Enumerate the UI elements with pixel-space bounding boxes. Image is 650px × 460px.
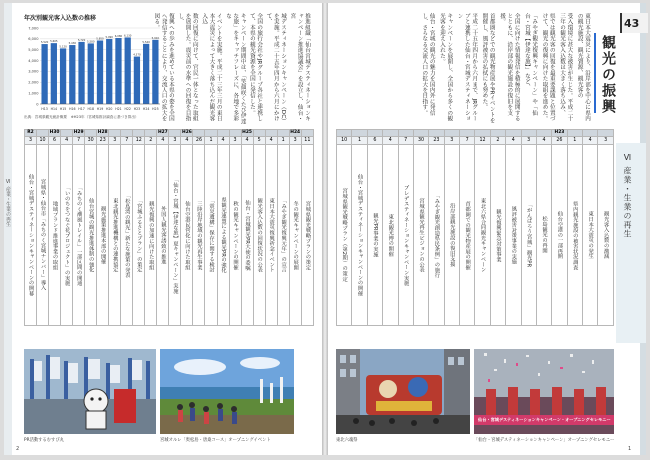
table-year-cell bbox=[205, 130, 217, 137]
table-event-text: 「いのちをつなぐ花プロジェクト」の実施 bbox=[63, 184, 70, 286]
x-tick-label: H24 bbox=[142, 107, 150, 111]
table-event-cell bbox=[169, 145, 181, 326]
table-month-cell: 4 bbox=[61, 137, 73, 145]
x-tick-label: H21 bbox=[115, 107, 122, 111]
bar-H14 bbox=[51, 43, 57, 104]
text-column: イベントを実施。平成二十三年三月の東日本大震災によって大きく落ち込んだ観光客入込 bbox=[201, 13, 222, 122]
table-month-cell: 4 bbox=[241, 137, 253, 145]
table-year-cell: R2 bbox=[25, 130, 37, 137]
table-month-cell: 10 bbox=[337, 137, 352, 145]
y-tick-label: 0 bbox=[36, 102, 39, 107]
table-month-cell: 4 bbox=[217, 137, 229, 145]
table-event-text: 観光復興の加速に向けた取組 bbox=[147, 200, 154, 270]
side-section-label: Ⅵ 産業・生業の再生 bbox=[5, 179, 11, 227]
table-event-cell bbox=[205, 145, 217, 326]
text-column: 平成二十五年四月から六月まで、JRグループと連携した仙台・宮城デスティネーション bbox=[456, 13, 478, 122]
bar-H19 bbox=[97, 40, 103, 104]
table-event-cell bbox=[536, 145, 551, 326]
table-event-text: 東日本大震災復興祈念イベント bbox=[268, 197, 275, 273]
table-event-cell bbox=[253, 145, 265, 326]
table-event-cell bbox=[444, 145, 459, 326]
text-column: 「みやぎ観光復興キャンペーン」や「仙台・宮城【伊達な旅】」など、 bbox=[523, 13, 538, 116]
text-column: 復興への歩みを進めている本県の姿を全国へ発信することにより、交流人口の拡大を図る。 bbox=[153, 13, 174, 122]
table-event-text: 三陸沿岸地域の観光再生事業 bbox=[195, 200, 202, 270]
table-month-cell: 4 bbox=[181, 137, 193, 145]
table-year-cell: H27 bbox=[157, 130, 168, 135]
table-event-text: 観光客入込数の回復状況の公表 bbox=[256, 197, 263, 273]
table-event-cell bbox=[289, 145, 301, 326]
table-year-cell bbox=[583, 130, 598, 137]
bar-value-label: 5,720 bbox=[77, 38, 86, 42]
table-month-cell: 3 bbox=[109, 137, 121, 145]
table-event-text: 仙台宮城の観光推進体制の強化 bbox=[87, 197, 94, 273]
table-event-cell bbox=[598, 145, 614, 326]
table-year-cell: H23 bbox=[552, 130, 567, 137]
x-tick-label: H23 bbox=[133, 107, 141, 111]
table-year-cell bbox=[567, 130, 582, 137]
table-month-cell: 30 bbox=[85, 137, 97, 145]
table-event-cell bbox=[25, 145, 37, 326]
table-event-cell bbox=[265, 145, 277, 326]
table-year-cell bbox=[121, 130, 133, 137]
table-event-cell bbox=[73, 145, 85, 326]
table-event-text: 県観光連盟による観光PRの強化 bbox=[220, 197, 227, 273]
table-event-text: 仙台空港民営化に向けた取組 bbox=[183, 200, 190, 270]
table-event-cell bbox=[145, 145, 157, 326]
table-event-cell bbox=[217, 145, 229, 326]
bar-H15 bbox=[60, 48, 66, 104]
table-event-cell bbox=[229, 145, 241, 326]
table-event-cell bbox=[383, 145, 398, 326]
table-month-cell: 7 bbox=[121, 137, 133, 145]
section-label: Ⅵ 産業・生業の再生 bbox=[623, 153, 632, 239]
table-month-cell: 7 bbox=[73, 137, 85, 145]
table-event-text: 宮城県観光戦略プランの策定 bbox=[304, 200, 311, 270]
table-event-cell bbox=[552, 145, 567, 326]
table-event-cell bbox=[97, 145, 109, 326]
bar-H13 bbox=[41, 44, 47, 104]
table-event-cell bbox=[460, 145, 475, 326]
table-event-text: プレデスティネーションキャンペーン実施 bbox=[402, 184, 409, 286]
left-page bbox=[4, 3, 322, 455]
x-tick-label: H14 bbox=[50, 107, 58, 111]
bar-value-label: 5,990 bbox=[105, 35, 113, 39]
text-column: 首都圏などでの観光物産展やPRイベントを開催し、風評被害の払拭にも努めた。 bbox=[481, 13, 495, 124]
table-year-cell bbox=[506, 130, 521, 137]
bar-value-label: 5,850 bbox=[96, 37, 104, 41]
table-month-cell: 4 bbox=[506, 137, 521, 145]
table-event-cell bbox=[241, 145, 253, 326]
page-number-right: 1 bbox=[628, 446, 632, 452]
table-event-text: 仙台・宮城デスティネーションキャンペーンの開幕 bbox=[27, 174, 34, 296]
table-event-text: 東北観光推進機構との連携協定 bbox=[111, 197, 118, 273]
table-event-cell bbox=[352, 145, 367, 326]
bar-H21 bbox=[115, 38, 121, 104]
chapter-title: 観光の振興 bbox=[600, 35, 616, 115]
table-year-cell bbox=[598, 130, 614, 137]
table-year-cell: H26 bbox=[182, 130, 192, 135]
photo-rokkon-festival bbox=[336, 349, 470, 434]
bar-H17 bbox=[78, 42, 84, 104]
table-month-cell: 3 bbox=[444, 137, 459, 145]
bar-H18 bbox=[88, 43, 94, 104]
table-month-cell: 4 bbox=[583, 137, 598, 145]
table-event-text: 仙台空港の一部再開 bbox=[556, 211, 563, 259]
table-event-text: 冬の観光キャンペーンの展開 bbox=[292, 200, 299, 270]
y-tick-label: 2,000 bbox=[28, 80, 39, 85]
table-month-cell: 4 bbox=[383, 137, 398, 145]
table-event-text: 観光施策推進本部の開催 bbox=[99, 205, 106, 265]
photo-dc-ceremony bbox=[474, 349, 614, 434]
table-month-cell: 23 bbox=[97, 137, 109, 145]
table-event-text: 「仙台・宮城【伊達な旅】夏キャンペーン」実施 bbox=[171, 176, 178, 294]
x-tick-label: H19 bbox=[96, 107, 104, 111]
table-month-cell: 4 bbox=[265, 137, 277, 145]
table-year-cell bbox=[301, 130, 313, 137]
left-chronology-table bbox=[24, 129, 314, 326]
table-event-text: 「宮城ふるさとプラン」の策定 bbox=[135, 197, 142, 273]
right-page bbox=[328, 3, 646, 455]
text-column: 推進組織「仙台宮城デスティネーションキャンペーン推進協議会」を設立し、仙台・宮 bbox=[289, 13, 310, 122]
ceremony-banner-text: 仙台・宮城デスティネーションキャンペーン・オープニングセレモニー bbox=[478, 417, 611, 422]
table-event-cell bbox=[567, 145, 582, 326]
text-column: 受入環境に甚大な被害が生じた。平成二十三年の観光客入込数は大きく落ち込み、 bbox=[559, 13, 573, 122]
table-month-cell: 12 bbox=[475, 137, 490, 145]
table-year-cell bbox=[413, 130, 428, 137]
table-event-cell bbox=[413, 145, 428, 326]
bar-H16 bbox=[69, 45, 75, 104]
left-edge-bar bbox=[4, 3, 12, 455]
table-month-cell: 3 bbox=[289, 137, 301, 145]
bar-value-label: 5,430 bbox=[68, 42, 77, 46]
table-year-cell bbox=[475, 130, 490, 137]
table-month-cell: 11 bbox=[301, 137, 313, 145]
table-year-cell bbox=[444, 130, 459, 137]
y-tick-label: 6,000 bbox=[28, 37, 39, 42]
table-month-cell: 7 bbox=[398, 137, 413, 145]
table-year-cell: H30 bbox=[49, 130, 60, 135]
table-event-text: 観光復興緊急対策事業 bbox=[494, 208, 501, 262]
table-month-cell: 1 bbox=[277, 137, 289, 145]
table-event-text: 東北六県合同観光キャンペーン bbox=[479, 197, 486, 273]
table-month-cell: 6 bbox=[49, 137, 61, 145]
photo2-caption: 宮城オルレ「奥松島・唐桑コース」オープニングイベント bbox=[160, 438, 271, 443]
table-event-text: 観光PR事業の実施 bbox=[371, 213, 378, 257]
table-month-cell: 1 bbox=[567, 137, 582, 145]
text-column: 県では観光客の回復を最重要課題と位置づけて、観光の復興に向けた取組を進めた。 bbox=[541, 13, 555, 122]
table-year-cell bbox=[277, 130, 289, 137]
table-event-cell bbox=[367, 145, 382, 326]
y-tick-label: 7,000 bbox=[28, 26, 39, 31]
table-year-cell: H28 bbox=[97, 130, 108, 135]
table-month-cell: 3 bbox=[598, 137, 614, 145]
text-column: 全国に向けた情報発信を積極的に展開するとともに、沿岸部の観光施設の復旧を支援。 bbox=[499, 13, 520, 122]
table-month-cell: 3 bbox=[229, 137, 241, 145]
bar-value-label: 6,080 bbox=[114, 34, 123, 38]
table-event-cell bbox=[61, 145, 73, 326]
table-event-cell bbox=[475, 145, 490, 326]
y-tick-label: 4,000 bbox=[28, 58, 39, 63]
table-month-cell: 3 bbox=[521, 137, 536, 145]
photo-olle-opening bbox=[160, 349, 294, 434]
table-month-cell: 3 bbox=[25, 137, 37, 145]
table-event-text: 宮城県・仙台市「みちのく宮城ナンバー」導入 bbox=[39, 179, 46, 291]
x-tick-label: H15 bbox=[59, 107, 67, 111]
table-month-cell: 12 bbox=[133, 137, 145, 145]
table-event-text: 東北観光博の開催 bbox=[387, 213, 394, 257]
table-month-cell: 6 bbox=[367, 137, 382, 145]
bar-value-label: 5,120 bbox=[59, 45, 67, 49]
text-column: 数の回復に向けて、官民一体となった取組を展開した。震災前の水準への回復を目指し、 bbox=[177, 13, 198, 122]
table-year-cell bbox=[367, 130, 382, 137]
photo4-caption: 「仙台・宮城デスティネーションキャンペーン」オープニングセレモニー bbox=[474, 438, 615, 443]
visitor-chart bbox=[24, 13, 164, 131]
table-month-cell: 23 bbox=[429, 137, 444, 145]
table-year-cell: H25 bbox=[242, 130, 252, 135]
table-event-cell bbox=[37, 145, 49, 326]
page-number-left: 2 bbox=[16, 446, 20, 452]
text-column: 東日本大震災により、沿岸部を中心に県内の観光施設、観光資源、観光客の bbox=[576, 13, 590, 122]
photo3-caption: 東北六魂祭 bbox=[336, 438, 358, 443]
chart-source: 出典：宮城県観光統計概要 ※H23年（宮城県推計調査に基づき算出） bbox=[24, 115, 139, 119]
table-event-cell bbox=[85, 145, 97, 326]
table-year-cell bbox=[85, 130, 97, 137]
table-event-text: 県内観光施設の被害状況調査 bbox=[571, 200, 578, 270]
table-event-cell bbox=[109, 145, 121, 326]
table-month-cell: 2 bbox=[490, 137, 505, 145]
table-year-cell bbox=[398, 130, 413, 137]
table-event-text: 地域ブランド推進事業の取組 bbox=[51, 200, 58, 270]
table-year-cell bbox=[521, 130, 536, 137]
table-event-text: 外国人観光客誘致の推進 bbox=[159, 205, 166, 265]
table-event-text: 宮城県観光再生ビジョンの公表 bbox=[418, 197, 425, 273]
table-event-cell bbox=[583, 145, 598, 326]
x-tick-label: H22 bbox=[124, 107, 131, 111]
table-month-cell: 26 bbox=[552, 137, 567, 145]
table-year-cell bbox=[337, 130, 352, 137]
x-tick-label: H20 bbox=[106, 107, 113, 111]
table-event-text: 観光客入込数の激減 bbox=[602, 211, 609, 259]
photo-mascot-pr bbox=[24, 349, 156, 434]
table-event-text: 風評被害対策事業の実施 bbox=[510, 205, 517, 265]
chapter-title-bar bbox=[594, 33, 596, 113]
table-event-text: 宮城県観光戦略プラン（第2期）の策定 bbox=[341, 188, 348, 282]
table-event-text: 「みちのく潮風トレイル」一部区間の開通 bbox=[75, 184, 82, 286]
text-column: 仙台・宮城の観光の魅力を国内外に発信し、さらなる交流人口の拡大を目指す。 bbox=[421, 13, 435, 116]
table-event-text: 秋の観光キャンペーンの開催 bbox=[232, 200, 239, 270]
x-tick-label: H16 bbox=[69, 107, 76, 111]
bar-value-label: 5,910 bbox=[151, 36, 160, 40]
table-year-cell bbox=[429, 130, 444, 137]
table-year-cell bbox=[460, 130, 475, 137]
table-year-cell bbox=[133, 130, 145, 137]
table-event-cell bbox=[277, 145, 289, 326]
table-year-cell bbox=[109, 130, 121, 137]
table-event-text: 「震災遺構」保存に関する検討 bbox=[207, 197, 214, 273]
table-event-text: 首都圏での観光物産展の開催 bbox=[464, 200, 471, 270]
table-year-cell bbox=[490, 130, 505, 137]
table-event-cell bbox=[337, 145, 352, 326]
table-event-text: 仙台・宮城デスティネーションキャンペーンの開催 bbox=[356, 174, 363, 296]
table-year-cell bbox=[217, 130, 229, 137]
table-event-cell bbox=[157, 145, 169, 326]
bar-value-label: 5,520 bbox=[40, 41, 49, 45]
table-event-cell bbox=[506, 145, 521, 326]
bar-chart-svg bbox=[24, 22, 164, 114]
bar-value-label: 5,605 bbox=[50, 40, 58, 44]
table-event-text: 松島観光の再開 bbox=[541, 216, 548, 254]
right-body-text bbox=[336, 13, 590, 125]
bar-H22 bbox=[125, 37, 131, 104]
table-year-cell: H29 bbox=[73, 130, 84, 135]
photo1-caption: PR活動するむすび丸 bbox=[24, 438, 64, 443]
bar-value-label: 5,580 bbox=[87, 40, 95, 44]
table-month-cell: 4 bbox=[536, 137, 551, 145]
bar-H23 bbox=[134, 57, 140, 104]
table-month-cell: 2 bbox=[145, 137, 157, 145]
table-month-cell: 30 bbox=[413, 137, 428, 145]
table-event-text: 「みやぎ観光復興元年」の宣言 bbox=[280, 197, 287, 273]
table-year-cell bbox=[253, 130, 265, 137]
table-month-cell: 26 bbox=[193, 137, 205, 145]
bar-value-label: 6,130 bbox=[123, 34, 132, 38]
table-event-cell bbox=[193, 145, 205, 326]
table-year-cell: H24 bbox=[290, 130, 301, 135]
table-year-cell bbox=[383, 130, 398, 137]
table-event-text: 沿岸部観光施設の復旧支援 bbox=[448, 203, 455, 267]
table-event-cell bbox=[181, 145, 193, 326]
y-tick-label: 1,000 bbox=[28, 91, 39, 96]
table-year-cell bbox=[61, 130, 73, 137]
table-month-cell: 3 bbox=[169, 137, 181, 145]
table-event-cell bbox=[49, 145, 61, 326]
table-event-cell bbox=[133, 145, 145, 326]
table-year-cell bbox=[265, 130, 277, 137]
text-column: キャンペーン期間中は、「笑顔咲くたび伊達な旅」をキャッチフレーズに、各地で多彩な bbox=[225, 13, 246, 125]
table-year-cell bbox=[193, 130, 205, 137]
right-chronology-table bbox=[336, 129, 614, 326]
x-tick-label: H25 bbox=[152, 107, 159, 111]
table-month-cell: 4 bbox=[157, 137, 169, 145]
table-month-cell: 10 bbox=[37, 137, 49, 145]
chapter-number: 43 bbox=[624, 17, 640, 30]
bar-H24 bbox=[143, 44, 149, 104]
bar-value-label: 4,370 bbox=[133, 53, 141, 57]
table-event-cell bbox=[521, 145, 536, 326]
text-column: 全国の旅行会社やJRグループ各社と連携して、本県の観光資源を全国に発信した。 bbox=[248, 13, 263, 122]
table-event-cell bbox=[490, 145, 505, 326]
table-year-cell bbox=[352, 130, 367, 137]
bar-value-label: 5,540 bbox=[142, 40, 150, 44]
table-event-cell bbox=[429, 145, 444, 326]
table-event-text: 「みやぎ観光創造県民条例」の施行 bbox=[433, 192, 440, 278]
table-month-cell: 5 bbox=[253, 137, 265, 145]
text-column: 城デスティネーションキャンペーン（DC）を実施。平成二十五年四月から六月にかけて、 bbox=[265, 13, 287, 125]
table-year-cell bbox=[536, 130, 551, 137]
x-tick-label: H13 bbox=[41, 107, 48, 111]
text-column: キャンペーンを展開し、全国から多くの観光客を迎え入れた。 bbox=[438, 13, 453, 122]
table-year-cell bbox=[169, 130, 181, 137]
table-month-cell: 1 bbox=[205, 137, 217, 145]
table-event-text: 仙台・宮城観光PR大使の委嘱 bbox=[244, 199, 251, 271]
table-year-cell bbox=[37, 130, 49, 137]
y-tick-label: 3,000 bbox=[28, 69, 39, 74]
table-month-cell: 7 bbox=[460, 137, 475, 145]
table-year-cell bbox=[145, 130, 157, 137]
x-tick-label: H18 bbox=[87, 107, 94, 111]
table-event-text: 「がんばろう宮城」観光PR bbox=[525, 202, 532, 268]
table-event-cell bbox=[301, 145, 313, 326]
table-event-cell bbox=[398, 145, 413, 326]
table-year-cell bbox=[229, 130, 241, 137]
y-tick-label: 5,000 bbox=[28, 48, 39, 53]
x-tick-label: H17 bbox=[78, 107, 85, 111]
table-event-text: 「松島湾の観光」新たな施策の発表 bbox=[123, 192, 130, 278]
bar-H20 bbox=[106, 39, 112, 104]
table-event-text: 東日本大震災の発生 bbox=[587, 211, 594, 259]
chart-title: 年次別観光客入込数の推移 bbox=[24, 15, 97, 22]
table-month-cell: 1 bbox=[352, 137, 367, 145]
table-event-cell bbox=[121, 145, 133, 326]
